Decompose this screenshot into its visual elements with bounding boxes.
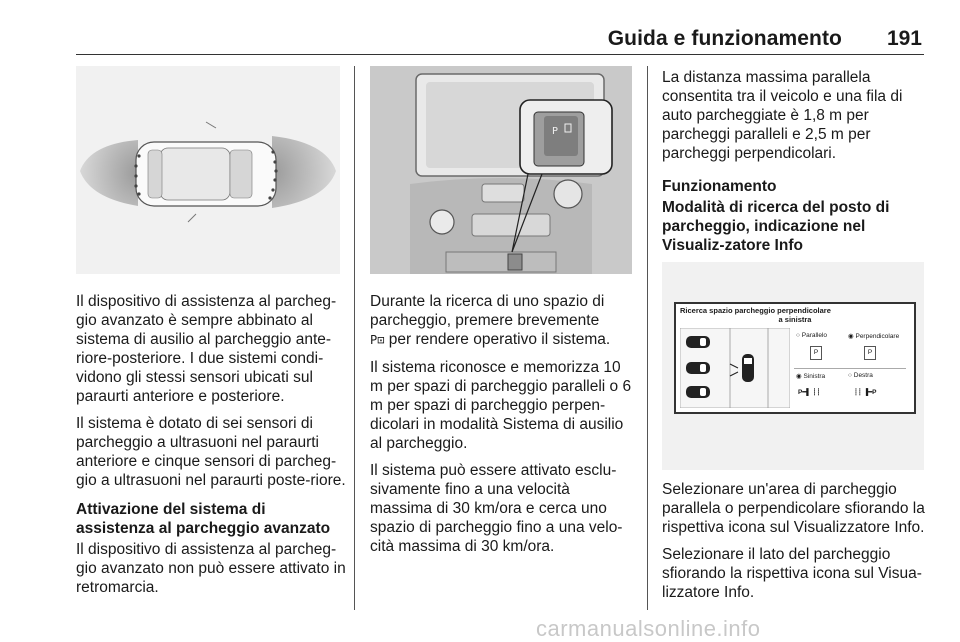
type-options <box>794 330 906 369</box>
column-separator-1 <box>354 66 355 610</box>
screen-title: Ricerca spazio parcheggio perpendicolare a sinistra <box>680 306 831 324</box>
section-heading: Funzionamento <box>662 178 777 195</box>
paragraph: Il sistema riconosce e memorizza 10 m per spazi di parcheggio paralleli o 6 m per spazi di parcheggio perpen-dicolari in modalità Sistema di ausilio al parcheggio. <box>370 359 632 452</box>
sensor-zones-figure <box>76 66 340 274</box>
radio-selected-icon: ◉ <box>848 333 854 340</box>
paragraph: Durante la ricerca di uno spazio di parcheggio, premere brevemente P⊡ per rendere operativo il sistema. <box>370 293 611 348</box>
column-3-text-top <box>662 68 930 255</box>
column-3-text-bottom <box>662 480 930 610</box>
column-separator-2 <box>647 66 648 610</box>
parallel-p-icon: P <box>810 346 822 360</box>
right-side-icon: ┊┊ ▐━P <box>854 389 877 396</box>
option-parallel[interactable]: ○ Parallelo <box>796 332 828 339</box>
section-heading: Attivazione del sistema di assistenza al parcheggio avanzato <box>76 501 331 537</box>
subsection-heading: Modalità di ricerca del posto di parcheggio, indicazione nel Visualiz-zatore Info <box>662 199 890 254</box>
header-title: Guida e funzionamento <box>607 27 842 50</box>
info-display-screen <box>674 302 916 414</box>
dashboard-button-figure <box>370 66 632 274</box>
paragraph: Selezionare un'area di parcheggio parallela o perpendicolare sfiorando la rispettiva icona sul Visualizzatore Info. <box>662 481 925 536</box>
paragraph: Il dispositivo di assistenza al parcheg-gio avanzato non può essere attivato in retromarcia. <box>76 541 346 596</box>
option-left[interactable]: ◉ Sinistra <box>796 373 826 380</box>
options-panel <box>794 330 906 408</box>
header-rule <box>76 54 924 55</box>
left-side-icon: P━▌ ┊┊ <box>798 389 821 396</box>
page-number: 191 <box>886 27 922 50</box>
perpendicular-p-icon: P <box>864 346 876 360</box>
watermark: carmanualsonline.info <box>536 616 761 641</box>
radio-selected-icon: ◉ <box>796 373 802 380</box>
paragraph: Il sistema può essere attivato esclu-sivamente fino a una velocità massima di 30 km/ora e cerca uno spazio di parcheggio fino a una velo-cità massima di 30 km/ora. <box>370 462 623 555</box>
option-right[interactable]: ○ Destra <box>848 372 873 379</box>
park-assist-icon: P⊡ <box>370 333 385 347</box>
option-perpendicular[interactable]: ◉ Perpendicolare <box>848 333 900 340</box>
paragraph: Il dispositivo di assistenza al parcheg-gio avanzato è sempre abbinato al sistema di ausilio al parcheggio ante-riore-posteriore. I due sistemi condi-vidono gli stessi sensori ubicati sul paraurti anteriore e posteriore. <box>76 293 337 405</box>
radio-empty-icon: ○ <box>848 372 852 379</box>
paragraph: Selezionare il lato del parcheggio sfiorando la rispettiva icona sul Visua-lizzatore Info. <box>662 546 922 601</box>
parking-scene-illustration <box>680 328 790 408</box>
radio-empty-icon: ○ <box>796 332 800 339</box>
svg-text:P: P <box>552 126 559 137</box>
column-1-text <box>76 292 346 605</box>
paragraph: La distanza massima parallela consentita tra il veicolo e una fila di auto parcheggiate è 1,8 m per parcheggi paralleli e 2,5 m per parcheggi perpendicolari. <box>662 69 903 162</box>
info-display-figure <box>662 262 924 470</box>
paragraph: Il sistema è dotato di sei sensori di parcheggio a ultrasuoni nel paraurti anteriore e cinque sensori di parcheg-gio a ultrasuoni nel paraurti poste-riore. <box>76 415 346 489</box>
column-2-text <box>370 292 636 564</box>
